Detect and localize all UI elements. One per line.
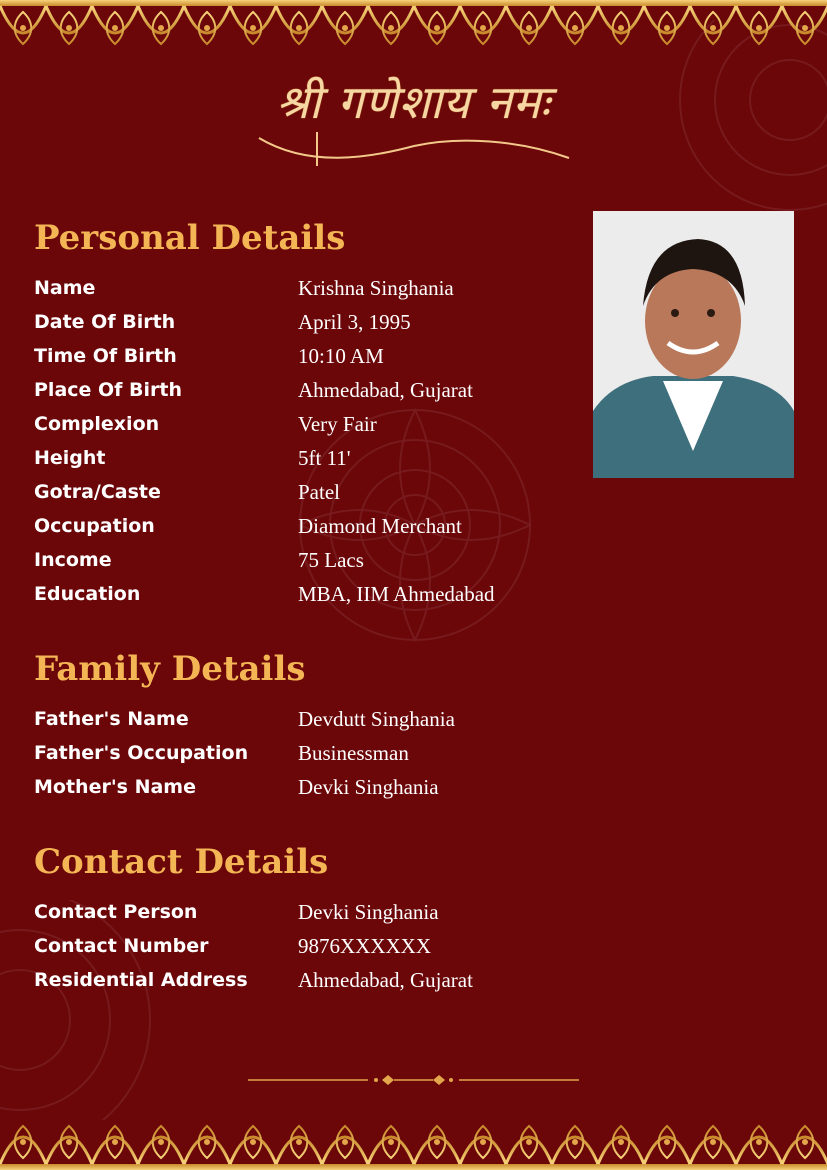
field-label: Residential Address — [34, 969, 248, 991]
contact-details-title: Contact Details — [34, 842, 329, 882]
personal-row-date-of-birth — [34, 305, 411, 339]
field-value: Devdutt Singhania — [298, 706, 455, 731]
decorative-border-bottom — [0, 1118, 827, 1170]
field-label: Father's Name — [34, 708, 189, 730]
family-row-mothers-name — [34, 770, 439, 804]
field-value: 10:10 AM — [298, 343, 384, 368]
field-label: Date Of Birth — [34, 311, 176, 333]
field-value: Very Fair — [298, 411, 377, 436]
field-label: Gotra/Caste — [34, 481, 161, 503]
field-value: Ahmedabad, Gujarat — [298, 967, 473, 992]
personal-row-education — [34, 577, 495, 611]
field-label: Contact Person — [34, 901, 198, 923]
field-value: Ahmedabad, Gujarat — [298, 377, 473, 402]
field-label: Mother's Name — [34, 776, 196, 798]
field-value: 9876XXXXXX — [298, 933, 431, 958]
field-label: Time Of Birth — [34, 345, 177, 367]
field-value: Krishna Singhania — [298, 275, 454, 300]
decorative-border-top — [0, 0, 827, 52]
person-silhouette-icon — [593, 211, 794, 478]
personal-row-complexion — [34, 407, 377, 441]
field-label: Income — [34, 549, 112, 571]
field-value: 75 Lacs — [298, 547, 364, 572]
ornamental-divider-icon — [248, 1070, 579, 1090]
personal-row-height — [34, 441, 351, 475]
field-value: 5ft 11' — [298, 445, 351, 470]
field-label: Education — [34, 583, 141, 605]
field-label: Contact Number — [34, 935, 209, 957]
family-details-title: Family Details — [34, 649, 306, 689]
personal-row-name — [34, 271, 454, 305]
field-label: Place Of Birth — [34, 379, 183, 401]
invocation-header — [0, 48, 827, 188]
field-value: Devki Singhania — [298, 899, 439, 924]
personal-row-gotra-caste — [34, 475, 340, 509]
field-value: MBA, IIM Ahmedabad — [298, 581, 495, 606]
field-value: April 3, 1995 — [298, 309, 411, 334]
family-row-fathers-name — [34, 702, 455, 736]
field-label: Complexion — [34, 413, 160, 435]
contact-row-contact-number — [34, 929, 431, 963]
personal-row-time-of-birth — [34, 339, 384, 373]
personal-row-place-of-birth — [34, 373, 473, 407]
personal-row-income — [34, 543, 364, 577]
profile-photo — [593, 211, 794, 478]
invocation-text: श्री गणेशाय नमः — [276, 75, 551, 129]
field-value: Businessman — [298, 740, 409, 765]
contact-row-contact-person — [34, 895, 439, 929]
field-label: Height — [34, 447, 106, 469]
personal-details-title: Personal Details — [34, 218, 346, 258]
field-label: Name — [34, 277, 96, 299]
invocation-swirl-icon — [249, 128, 579, 168]
contact-row-residential-address — [34, 963, 473, 997]
field-label: Father's Occupation — [34, 742, 249, 764]
family-row-fathers-occupation — [34, 736, 409, 770]
field-label: Occupation — [34, 515, 155, 537]
field-value: Patel — [298, 479, 340, 504]
field-value: Devki Singhania — [298, 774, 439, 799]
personal-row-occupation — [34, 509, 462, 543]
field-value: Diamond Merchant — [298, 513, 462, 538]
